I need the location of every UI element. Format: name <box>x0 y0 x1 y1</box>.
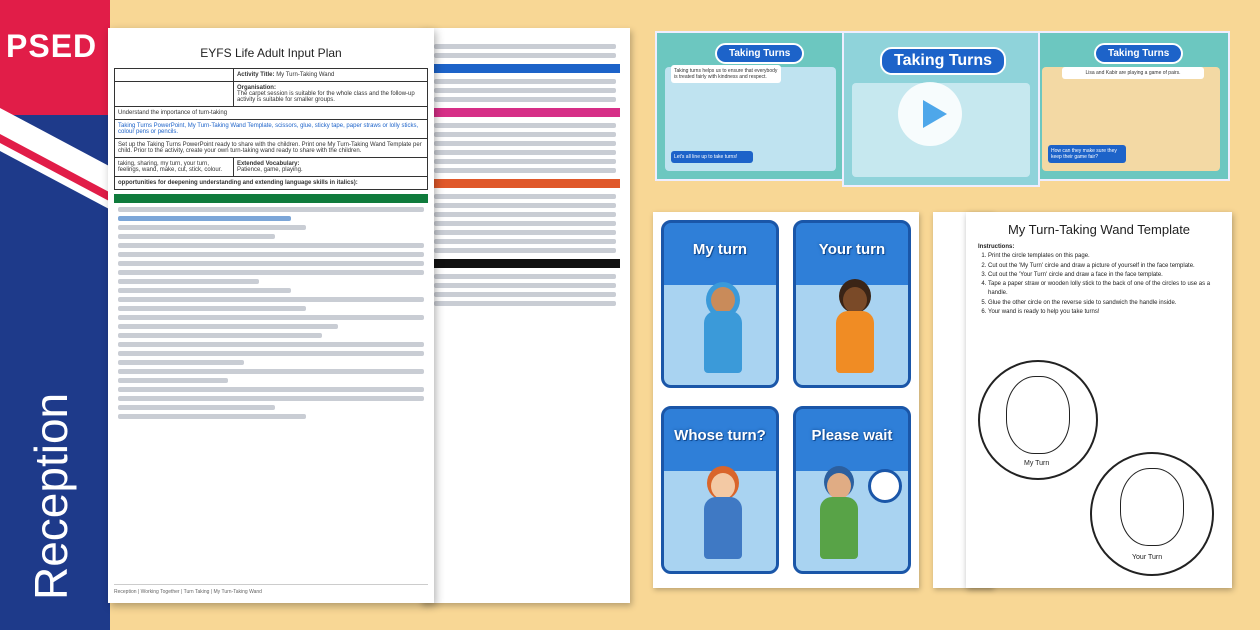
your-turn-circle <box>1090 452 1214 576</box>
card-whose-turn <box>661 406 779 574</box>
organisation-value: The carpet session is suitable for the whole class and the follow-up activity is suitable for smaller groups. <box>236 91 415 103</box>
age-group-label: Reception <box>25 392 77 600</box>
instruction-step: 2. Cut out the 'My Turn' circle and draw a picture of yourself in the face template. <box>988 262 1220 271</box>
plan-page-2 <box>420 28 630 603</box>
key-vocab-cell: taking, sharing, my turn, your turn, feelings, wand, make, cut, stick, colour. <box>115 158 234 177</box>
child-figure-icon <box>700 287 746 379</box>
setup-cell: Set up the Taking Turns PowerPoint ready to share with the children. Print one My Turn-Taking Wand Template per child. Prior to the activity, create your own turn-taking wand ready to share with the children. <box>115 139 428 158</box>
plan-body-lines <box>114 207 428 419</box>
child-figure-icon <box>832 287 878 379</box>
slide-3-note: Lisa and Kabir are playing a game of pairs. <box>1062 67 1204 79</box>
extended-vocab-value: Patience, game, playing. <box>236 167 303 173</box>
slide-1-title: Taking Turns <box>715 43 804 64</box>
card-my-turn <box>661 220 779 388</box>
card-label: Your turn <box>818 241 886 258</box>
face-outline-icon <box>1120 468 1184 546</box>
face-outline-icon <box>1006 376 1070 454</box>
category-label: PSED <box>6 28 98 64</box>
adult-input-plan-page <box>108 28 434 603</box>
your-turn-label: Your Turn <box>1132 554 1163 561</box>
card-label: My turn <box>692 241 748 258</box>
slide-2-title: Taking Turns <box>880 47 1006 75</box>
category-ribbon <box>0 0 110 630</box>
card-label: Whose turn? <box>674 427 766 444</box>
slide-1-note: Taking turns helps us to ensure that everybody is treated fairly with kindness and respect. <box>671 65 781 83</box>
template-instructions <box>978 243 1220 317</box>
instructions-label: Instructions: <box>978 244 1015 250</box>
child-figure-icon <box>816 473 862 565</box>
slide-3-question: How can they make sure they keep their game fair? <box>1048 145 1126 163</box>
instruction-step: 1. Print the circle templates on this page. <box>988 252 1220 261</box>
plan-title: EYFS Life Adult Input Plan <box>200 46 342 60</box>
instruction-step: 3. Cut out the 'Your Turn' circle and draw a face in the face template. <box>988 271 1220 280</box>
slide-thumbnail-3 <box>1032 31 1230 181</box>
objective-cell: Understand the importance of turn-taking <box>115 107 428 120</box>
turn-cards-sheet <box>653 212 919 588</box>
my-turn-circle <box>978 360 1098 480</box>
section-bar-orange <box>430 179 620 188</box>
instruction-step: 5. Glue the other circle on the reverse side to sandwich the handle inside. <box>988 299 1220 308</box>
clock-icon <box>868 469 902 503</box>
section-bar-green <box>114 194 428 203</box>
section-bar-pink <box>430 108 620 117</box>
child-figure-icon <box>700 473 746 565</box>
instruction-step: 6. Your wand is ready to help you take turns! <box>988 308 1220 317</box>
card-please-wait <box>793 406 911 574</box>
organisation-label: Organisation: <box>236 85 276 91</box>
slide-1-question: Let's all line up to take turns! <box>671 151 753 163</box>
instruction-step: 4. Tape a paper straw or wooden lolly stick to the back of one of the circles to use as a handle. <box>988 280 1220 299</box>
play-icon[interactable] <box>898 82 962 146</box>
card-label: Please wait <box>811 427 893 444</box>
activity-title-label: Activity Title: <box>236 72 275 78</box>
template-title: My Turn-Taking Wand Template <box>1007 222 1191 237</box>
extended-vocab-label: Extended Vocabulary: <box>236 161 300 167</box>
deepening-cell: opportunities for deepening understanding and extending language skills in italics): <box>115 177 428 190</box>
section-bar-black <box>430 259 620 268</box>
my-turn-label: My Turn <box>1024 460 1050 467</box>
card-your-turn <box>793 220 911 388</box>
wand-template-page <box>966 212 1232 588</box>
slide-thumbnail-1 <box>655 31 846 181</box>
plan-table <box>114 68 428 190</box>
section-bar-blue <box>430 64 620 73</box>
activity-title-value: My Turn-Taking Wand <box>276 72 335 78</box>
slide-3-title: Taking Turns <box>1094 43 1183 64</box>
plan-footer: Reception | Working Together | Turn Taking | My Turn-Taking Wand <box>114 584 428 595</box>
resources-cell: Taking Turns PowerPoint, My Turn-Taking Wand Template, scissors, glue, sticky tape, paper straws or lolly sticks, colour pens or pencils. <box>115 120 428 139</box>
